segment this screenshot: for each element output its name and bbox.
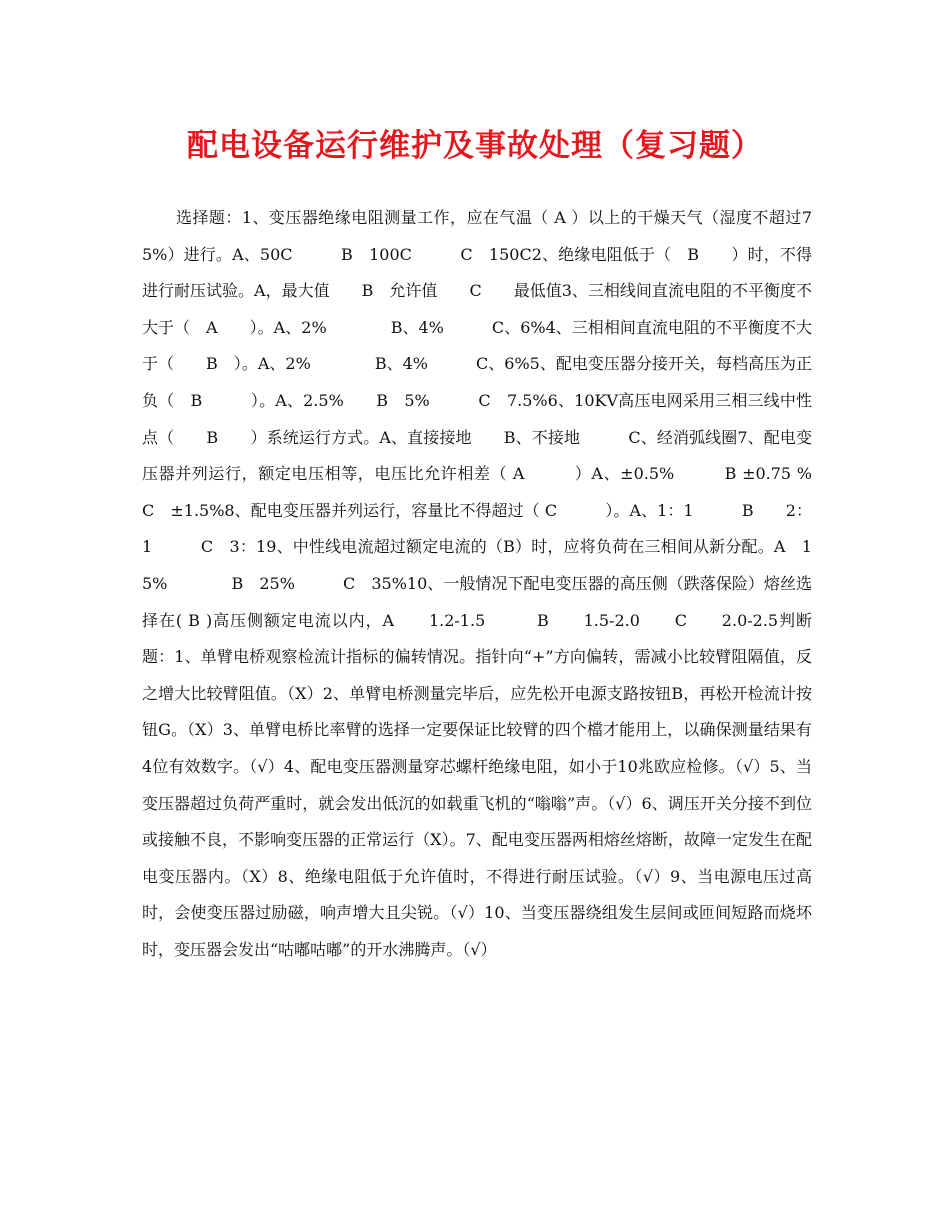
document-title: 配电设备运行维护及事故处理（复习题） <box>187 128 763 164</box>
document-body: 选择题：1、变压器绝缘电阻测量工作，应在气温（ A ）以上的干燥天气（湿度不超过75%）进行。A、50C B 100C C 150C2、绝缘电阻低于（ B ）时，不得进行耐压试验。A，最大值 B 允许值 C 最低值3、三相线间直流电阻的不平衡度不大于（ A ）。A、2% B、4% C、6%4、三相相间直流电阻的不平衡度不大于（ B ）。A、2% B、4% C、6%5、配电变压器分接开关，每档高压为正负（ B ）。A、2.5% B 5% C 7.5%6、10KV高压电网采用三相三线中性点（ B ）系统运行方式。A、直接接地 B、不接地 C、经消弧线圈7、配电变压器并列运行，额定电压相等，电压比允许相差（ A ）A、±0.5% B ±0.75 % C ±1.5%8、配电变压器并列运行，容量比不得超过（ C ）。A、1：1 B 2：1 C 3：19、中性线电流超过额定电流的（B）时，应将负荷在三相间从新分配。A 15% B 25% C 35%10、一般情况下配电变压器的高压侧（跌落保险）熔丝选择在( B )高压侧额定电流以内，A 1.2-1.5 B 1.5-2.0 C 2.0-2.5判断题：1、单臂电桥观察检流计指标的偏转情况。指针向“+”方向偏转，需减小比较臂阻隔值，反之增大比较臂阻值。（X）2、单臂电桥测量完毕后，应先松开电源支路按钮B，再松开检流计按钮G。（X）3、单臂电桥比率臂的选择一定要保证比较臂的四个檔才能用上，以确保测量结果有4位有效数字。（√）4、配电变压器测量穿芯螺杆绝缘电阻，如小于10兆欧应检修。（√）5、当变压器超过负荷严重时，就会发出低沉的如载重飞机的“嗡嗡”声。（√）6、调压开关分接不到位或接触不良，不影响变压器的正常运行（X）。7、配电变压器两相熔丝熔断，故障一定发生在配电变压器内。（X）8、绝缘电阻低于允许值时，不得进行耐压试验。（√）9、当电源电压过高时，会使变压器过励磁，响声增大且尖锐。（√）10、当变压器绕组发生层间或匝间短路而烧坏时，变压器会发出“咕嘟咕嘟”的开水沸腾声。（√） <box>142 208 845 959</box>
